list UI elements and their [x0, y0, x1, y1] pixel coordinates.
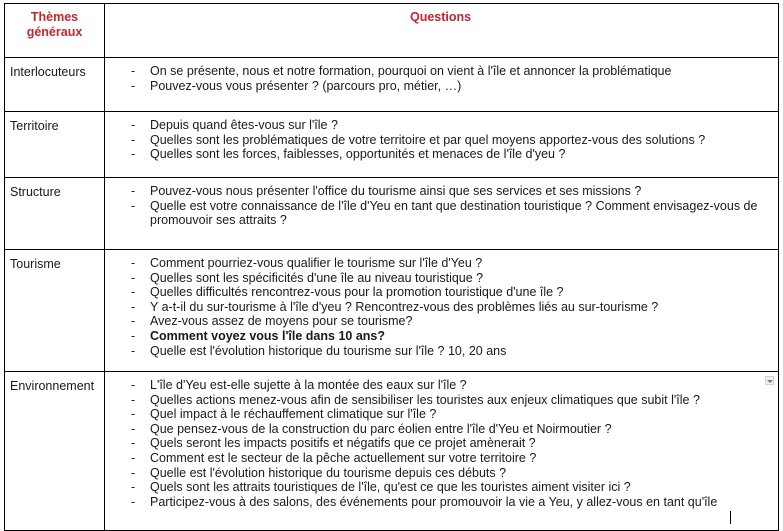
question-item[interactable]: - Pouvez-vous nous présenter l'office du tourisme ainsi que ses services et ses missions ? [131, 184, 642, 198]
dash-bullet-icon: - [131, 198, 136, 213]
question-item[interactable]: - Quel impact à le réchauffement climatique sur l'île ? [131, 407, 437, 422]
dash-bullet-icon: - [131, 132, 136, 147]
question-item[interactable]: - Quels seront les impacts positifs et négatifs que ce projet amènerait ? [131, 436, 536, 451]
questions-cell [105, 58, 779, 112]
questions-cell [105, 178, 779, 250]
dash-bullet-icon: - [131, 343, 136, 358]
dash-bullet-icon: - [131, 436, 136, 451]
question-item[interactable]: - Quelles sont les spécificités d'une île au niveau touristique ? [131, 270, 484, 285]
header-theme-label: Thèmes généraux [26, 10, 83, 39]
question-item[interactable]: - L'île d'Yeu est-elle sujette à la montée des eaux sur l'île ? [131, 378, 467, 392]
question-item[interactable]: - Y a-t-il du sur-tourisme à l'île d'yeu ? Rencontrez-vous des problèmes liés au sur-tourisme ? [131, 299, 659, 314]
question-list [105, 378, 778, 509]
question-item[interactable]: - Comment pourriez-vous qualifier le tourisme sur l'île d'Yeu ? [131, 256, 483, 270]
question-item[interactable]: - Que pensez-vous de la construction du parc éolien entre l'île d'Yeu et Noirmoutier ? [131, 421, 612, 436]
questions-cell [105, 250, 779, 372]
dash-bullet-icon: - [131, 314, 136, 329]
dash-bullet-icon: - [131, 328, 136, 343]
dash-bullet-icon: - [131, 407, 136, 422]
dash-bullet-icon: - [131, 421, 136, 436]
theme-cell: Structure [5, 178, 105, 250]
dash-bullet-icon: - [131, 78, 136, 93]
dash-bullet-icon: - [131, 184, 136, 198]
question-item[interactable]: - Quels sont les attraits touristiques de l'île, qu'est ce que les touristes aiment visiter ici ? [131, 480, 631, 495]
dash-bullet-icon: - [131, 270, 136, 285]
question-list [105, 184, 778, 228]
theme-cell: Interlocuteurs [5, 58, 105, 112]
dash-bullet-icon: - [131, 299, 136, 314]
question-item[interactable]: - Pouvez-vous vous présenter ? (parcours pro, métier, …) [131, 78, 462, 93]
dash-bullet-icon: - [131, 256, 136, 270]
dash-bullet-icon: - [131, 285, 136, 300]
table-row-tourisme [5, 250, 779, 372]
questions-cell [105, 372, 779, 531]
question-item[interactable]: - Quelle est votre connaissance de l'île d'Yeu en tant que destination touristique ? Comment envisagez-vous de promouvoir ses attraits ? [131, 198, 758, 228]
interview-themes-table [4, 3, 779, 531]
question-item[interactable]: - Comment est le secteur de la pêche actuellement sur votre territoire ? [131, 450, 537, 465]
header-theme [5, 4, 105, 58]
question-item[interactable]: - Avez-vous assez de moyens pour se tourisme? [131, 314, 413, 329]
question-item[interactable]: - Quelles sont les forces, faiblesses, opportunités et menaces de l'île d'yeu ? [131, 147, 566, 162]
question-item-highlighted[interactable]: - Comment voyez vous l'île dans 10 ans? [131, 328, 385, 343]
header-row [5, 4, 779, 58]
question-list [105, 118, 778, 162]
question-list [105, 256, 778, 358]
dash-bullet-icon: - [131, 480, 136, 495]
question-item[interactable]: - On se présente, nous et notre formation, pourquoi on vient à l'île et annoncer la problématique [131, 64, 672, 78]
question-item[interactable]: - Quelles actions menez-vous afin de sensibiliser les touristes aux enjeux climatiques que subit l'île ? [131, 392, 700, 407]
table-row-environnement [5, 372, 779, 531]
theme-cell: Environnement [5, 372, 105, 531]
question-item[interactable]: - Quelles difficultés rencontrez-vous pour la promotion touristique d'une île ? [131, 285, 564, 300]
dash-bullet-icon: - [131, 450, 136, 465]
dash-bullet-icon: - [131, 378, 136, 392]
dash-bullet-icon: - [131, 147, 136, 162]
question-list [105, 64, 778, 93]
question-item[interactable]: - Quelles sont les problématiques de votre territoire et par quel moyens apportez-vous des solutions ? [131, 132, 706, 147]
question-item[interactable]: - Participez-vous à des salons, des événements pour promouvoir la vie a Yeu, y allez-vous en tant qu'île [131, 494, 718, 509]
dash-bullet-icon: - [131, 465, 136, 480]
header-questions [105, 4, 779, 58]
theme-cell: Territoire [5, 112, 105, 178]
header-questions-label: Questions [410, 10, 472, 24]
text-cursor [730, 511, 731, 524]
table-row-territoire [5, 112, 779, 178]
question-item[interactable]: - Depuis quand êtes-vous sur l'île ? [131, 118, 338, 132]
theme-cell: Tourisme [5, 250, 105, 372]
dash-bullet-icon: - [131, 392, 136, 407]
question-item[interactable]: - Quelle est l'évolution historique du tourisme sur l'île ? 10, 20 ans [131, 343, 507, 358]
table-row-interlocuteurs [5, 58, 779, 112]
dash-bullet-icon: - [131, 494, 136, 509]
questions-cell [105, 112, 779, 178]
dash-bullet-icon: - [131, 64, 136, 78]
question-item[interactable]: - Quelle est l'évolution historique du tourisme depuis ces débuts ? [131, 465, 507, 480]
dash-bullet-icon: - [131, 118, 136, 132]
table-row-structure [5, 178, 779, 250]
